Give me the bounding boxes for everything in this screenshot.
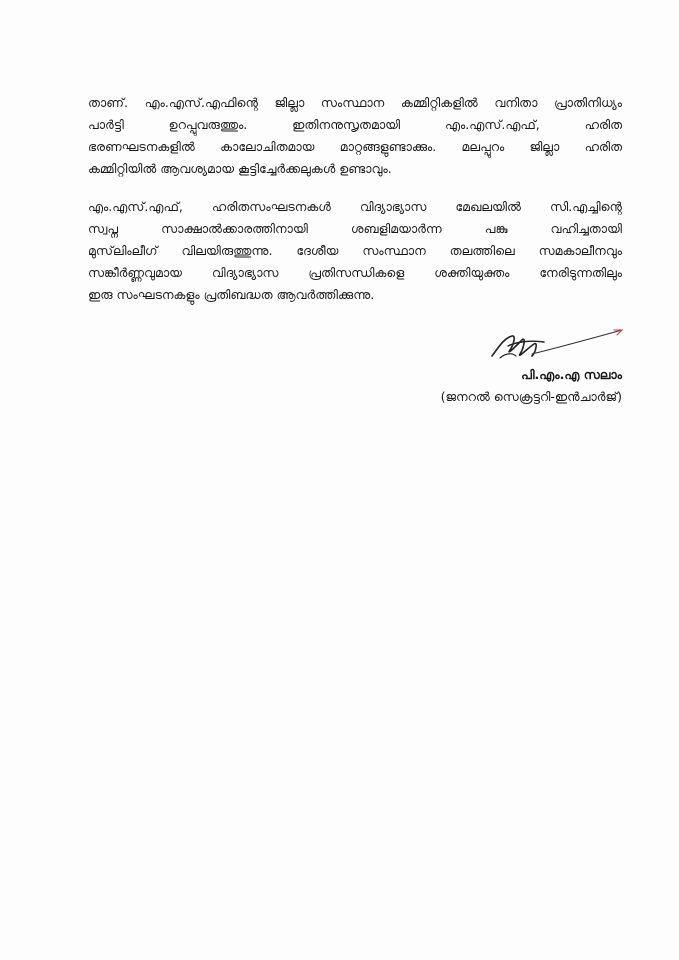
paragraph-line: ഭരണഘടനകളിൽ കാലോചിതമായ മാറ്റങ്ങളുണ്ടാക്കും. മലപ്പുറം ജില്ലാ ഹരിത — [88, 139, 622, 154]
paragraph-line: പാർട്ടി ഉറപ്പുവരുത്തും. ഇതിനനുസൃതമായി എം.എസ്.എഫ്, ഹരിത — [88, 117, 622, 132]
paragraph-line: സങ്കീർണ്ണവുമായ വിദ്യാഭ്യാസ പ്രതിസന്ധികളെ ശക്തിയുക്തം നേരിടുന്നതിലും — [88, 265, 622, 280]
signatory-title: (ജനറൽ സെക്രട്ടറി-ഇൻചാർജ്) — [440, 389, 622, 404]
paragraph-line: മുസ്‌ലിംലീഗ് വിലയിരുത്തുന്നു. ദേശീയ സംസ്ഥാന തലത്തിലെ സമകാലീനവും — [88, 243, 622, 258]
paragraph-women-representation — [88, 92, 622, 180]
paragraph-line: സ്വപ്ന സാക്ഷാൽക്കാരത്തിനായി ശബളിമയാർന്ന പങ്കു വഹിച്ചതായി — [88, 221, 622, 236]
handwritten-signature — [486, 326, 626, 366]
paragraph-education-role — [88, 196, 622, 306]
signatory-name: പി.എം.എ സലാം — [521, 367, 622, 382]
paragraph-line: ഇരു സംഘടനകളും പ്രതിബദ്ധത ആവർത്തിക്കുന്നു. — [88, 287, 375, 302]
paragraph-line: താണ്. എം.എസ്.എഫിന്റെ ജില്ലാ സംസ്ഥാന കമ്മിറ്റികളിൽ വനിതാ പ്രാതിനിധ്യം — [88, 95, 622, 110]
paragraph-line: എം.എസ്.എഫ്, ഹരിതസംഘടനകൾ വിദ്യാഭ്യാസ മേഖലയിൽ സി.എച്ചിന്റെ — [88, 199, 622, 214]
paragraph-line: കമ്മിറ്റിയിൽ ആവശ്യമായ കൂട്ടിച്ചേർക്കലുകൾ ഉണ്ടാവും. — [88, 161, 392, 176]
